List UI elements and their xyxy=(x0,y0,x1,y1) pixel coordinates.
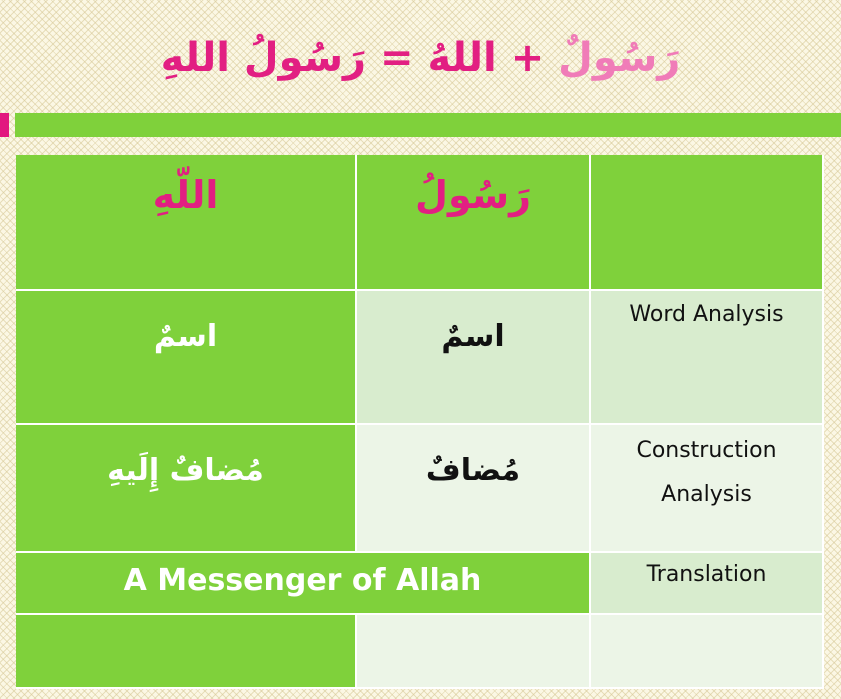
word-analysis-label-cell xyxy=(591,291,824,425)
word-analysis-allah-text: اسمٌ xyxy=(153,319,218,354)
word-analysis-rasul-text: اسمٌ xyxy=(441,319,505,354)
title-term-allahu: اللهُ xyxy=(427,35,497,81)
divider-bar-green xyxy=(15,113,841,137)
title-term-rasulun: رَسُولٌ xyxy=(558,35,681,81)
header-cell-allah xyxy=(16,155,357,291)
word-analysis-cell-allah xyxy=(16,291,357,425)
title-plus-sign: + xyxy=(510,35,545,81)
header-cell-empty xyxy=(591,155,824,291)
header-rasul-text: رَسُولُ xyxy=(414,173,532,217)
analysis-table xyxy=(16,155,824,689)
translation-cell xyxy=(16,553,591,615)
title-result-rasulullah: رَسُولُ اللهِ xyxy=(160,35,367,81)
translation-label-cell xyxy=(591,553,824,615)
word-analysis-label: Word Analysis xyxy=(629,302,784,327)
word-analysis-cell-rasul xyxy=(357,291,591,425)
accent-bar-pink xyxy=(0,113,9,137)
empty-cell-2 xyxy=(357,615,591,689)
translation-label: Translation xyxy=(646,562,767,587)
construction-cell-allah xyxy=(16,425,357,553)
construction-analysis-label: Construction Analysis xyxy=(636,438,777,507)
header-allah-text: اللّهِ xyxy=(152,173,219,217)
translation-text: A Messenger of Allah xyxy=(123,563,482,598)
header-cell-rasul xyxy=(357,155,591,291)
empty-cell-1 xyxy=(16,615,357,689)
empty-cell-3 xyxy=(591,615,824,689)
construction-rasul-text: مُضافٌ xyxy=(425,453,521,488)
construction-allah-text: مُضافٌ إِلَيهِ xyxy=(107,453,264,488)
construction-cell-rasul xyxy=(357,425,591,553)
title-equals-sign: = xyxy=(380,35,414,81)
page-title xyxy=(0,18,841,98)
construction-label-cell xyxy=(591,425,824,553)
